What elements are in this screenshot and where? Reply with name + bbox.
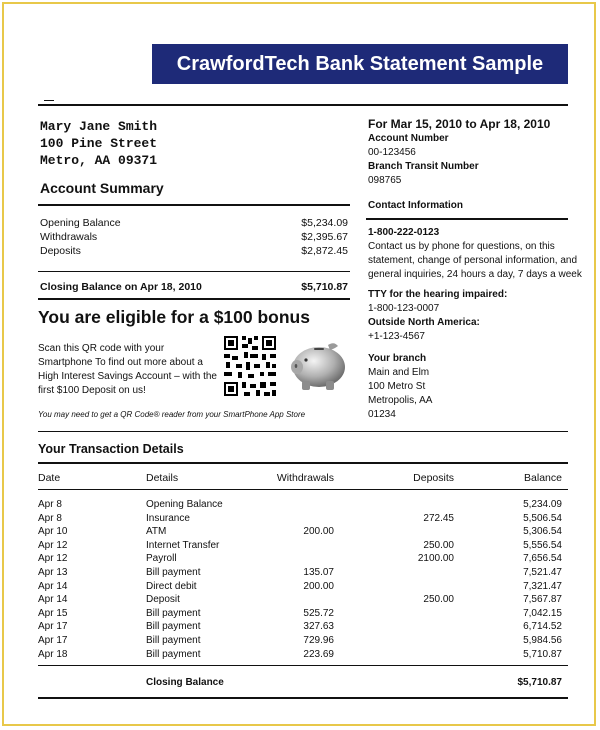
- transaction-withdrawal: 135.07: [303, 567, 334, 578]
- branch-line: Main and Elm: [368, 367, 430, 378]
- contact-heading: Contact Information: [368, 200, 463, 211]
- transaction-details: Bill payment: [146, 635, 201, 646]
- transaction-date: Apr 10: [38, 526, 68, 538]
- contact-text: statement, change of personal information, and: [368, 255, 578, 266]
- transaction-details: Internet Transfer: [146, 539, 220, 551]
- summary-top-rule: [38, 204, 350, 206]
- transaction-details: Deposit: [146, 594, 180, 606]
- transaction-row: [38, 552, 562, 566]
- transaction-row: [38, 607, 562, 621]
- transaction-date: Apr 12: [38, 539, 68, 551]
- transaction-date: Apr 14: [38, 594, 68, 606]
- transaction-row: [38, 539, 562, 553]
- transaction-withdrawal: 223.69: [303, 648, 334, 660]
- col-details: Details: [146, 472, 179, 484]
- transaction-balance: 5,710.87: [523, 648, 562, 660]
- transaction-balance: 7,042.15: [523, 607, 562, 619]
- transactions-closing-row: [38, 676, 562, 690]
- transaction-row: [38, 648, 562, 662]
- transaction-date: Apr 17: [38, 635, 68, 646]
- branch-line: 01234: [368, 409, 396, 420]
- transaction-details: Bill payment: [146, 648, 201, 660]
- header-tick: [44, 100, 54, 101]
- transaction-date: Apr 14: [38, 580, 68, 592]
- transaction-row: [38, 566, 562, 580]
- contact-text: general inquiries, 24 hours a day, 7 days a week: [368, 269, 582, 280]
- transaction-withdrawal: 200.00: [303, 526, 334, 538]
- transaction-deposit: 250.00: [423, 594, 454, 606]
- transaction-balance: 5,556.54: [523, 539, 562, 551]
- summary-row: [40, 244, 348, 258]
- transaction-details: Insurance: [146, 512, 190, 524]
- transaction-balance: 7,521.47: [523, 567, 562, 578]
- branch-label: Your branch: [368, 353, 427, 364]
- transaction-date: Apr 8: [38, 512, 62, 524]
- col-date: Date: [38, 472, 61, 484]
- account-number-label: Account Number: [368, 133, 449, 144]
- outside-label: Outside North America:: [368, 317, 480, 328]
- transaction-details: Direct debit: [146, 580, 197, 592]
- summary-mid-rule: [38, 271, 350, 272]
- summary-row: [40, 216, 348, 230]
- transaction-details: Opening Balance: [146, 499, 223, 510]
- piggy-bank-icon: [288, 332, 350, 394]
- transaction-withdrawal: 327.63: [303, 621, 334, 633]
- summary-bottom-rule: [38, 298, 350, 300]
- summary-label: Deposits: [40, 245, 81, 257]
- transaction-details: Bill payment: [146, 607, 201, 619]
- contact-phone: 1-800-222-0123: [368, 227, 440, 238]
- transaction-date: Apr 17: [38, 621, 68, 633]
- transaction-balance: 6,714.52: [523, 621, 562, 633]
- summary-value: $5,234.09: [301, 217, 348, 229]
- transaction-withdrawal: 729.96: [303, 635, 334, 646]
- summary-row: [40, 230, 348, 244]
- transaction-date: Apr 15: [38, 607, 68, 619]
- summary-label: Withdrawals: [40, 231, 98, 243]
- transaction-row: [38, 580, 562, 594]
- transaction-row: [38, 593, 562, 607]
- transaction-row: [38, 498, 562, 512]
- col-balance: Balance: [524, 472, 562, 484]
- statement-info: [368, 117, 550, 188]
- customer-name: Mary Jane Smith: [40, 119, 158, 134]
- transaction-row: [38, 525, 562, 539]
- transaction-date: Apr 18: [38, 648, 68, 660]
- customer-street: 100 Pine Street: [40, 136, 158, 151]
- summary-value: $2,872.45: [301, 245, 348, 257]
- contact-info: [368, 226, 582, 422]
- transaction-row: [38, 512, 562, 526]
- summary-label: Opening Balance: [40, 217, 121, 229]
- customer-city: Metro, AA 09371: [40, 153, 158, 168]
- bonus-text: Scan this QR code with your Smartphone To find out more about a High Interest Savings Account – with the first $100 Deposit on us!: [38, 343, 217, 396]
- section-divider: [38, 431, 568, 432]
- customer-address: [40, 118, 157, 169]
- transaction-details: ATM: [146, 526, 167, 538]
- contact-heading-block: [368, 199, 463, 213]
- transaction-date: Apr 13: [38, 567, 68, 578]
- tty-phone: 1-800-123-0007: [368, 303, 440, 314]
- transaction-balance: 7,321.47: [523, 580, 562, 592]
- transaction-date: Apr 8: [38, 499, 62, 510]
- account-summary-heading: Account Summary: [40, 180, 164, 196]
- transaction-date: Apr 12: [38, 553, 68, 565]
- document-title: CrawfordTech Bank Statement Sample: [152, 44, 568, 84]
- transaction-balance: 5,506.54: [523, 512, 562, 524]
- bonus-heading: You are eligible for a $100 bonus: [38, 307, 310, 327]
- transactions-bottom-rule: [38, 665, 568, 666]
- account-number: 00-123456: [368, 147, 416, 158]
- transactions-heading: Your Transaction Details: [38, 442, 184, 456]
- transaction-deposit: 272.45: [423, 512, 454, 524]
- closing-value: $5,710.87: [517, 677, 562, 688]
- transit-number: 098765: [368, 175, 402, 186]
- qr-footnote: You may need to get a QR Code® reader from your SmartPhone App Store: [38, 410, 306, 419]
- transaction-details: Bill payment: [146, 567, 201, 578]
- transactions-top-rule: [38, 462, 568, 464]
- transaction-deposit: 250.00: [423, 539, 454, 551]
- header-divider: [38, 104, 568, 106]
- outside-phone: +1-123-4567: [368, 331, 425, 342]
- transaction-balance: 5,984.56: [523, 635, 562, 646]
- closing-label: Closing Balance: [146, 677, 224, 688]
- transaction-balance: 7,567.87: [523, 594, 562, 606]
- summary-closing-row: [40, 280, 348, 294]
- col-withdrawals: Withdrawals: [276, 472, 334, 484]
- summary-closing-value: $5,710.87: [301, 281, 348, 293]
- transaction-row: [38, 634, 562, 648]
- transaction-withdrawal: 525.72: [303, 607, 334, 619]
- transaction-deposit: 2100.00: [417, 553, 454, 565]
- transit-label: Branch Transit Number: [368, 161, 479, 172]
- branch-line: Metropolis, AA: [368, 395, 433, 406]
- transaction-withdrawal: 200.00: [303, 580, 334, 592]
- branch-line: 100 Metro St: [368, 381, 426, 392]
- contact-text: Contact us by phone for questions, on this: [368, 241, 555, 252]
- transactions-end-rule: [38, 697, 568, 699]
- transaction-row: [38, 620, 562, 634]
- transaction-details: Payroll: [146, 553, 177, 565]
- summary-value: $2,395.67: [301, 231, 348, 243]
- col-deposits: Deposits: [413, 472, 454, 484]
- qr-code-icon[interactable]: [222, 334, 278, 398]
- tty-label: TTY for the hearing impaired:: [368, 289, 508, 300]
- transaction-balance: 5,234.09: [523, 499, 562, 510]
- transactions-header-rule: [38, 489, 568, 490]
- transaction-details: Bill payment: [146, 621, 201, 633]
- contact-rule: [366, 218, 568, 220]
- transaction-balance: 5,306.54: [523, 526, 562, 538]
- transaction-balance: 7,656.54: [523, 553, 562, 565]
- statement-period: For Mar 15, 2010 to Apr 18, 2010: [368, 117, 551, 131]
- summary-closing-label: Closing Balance on Apr 18, 2010: [40, 281, 202, 293]
